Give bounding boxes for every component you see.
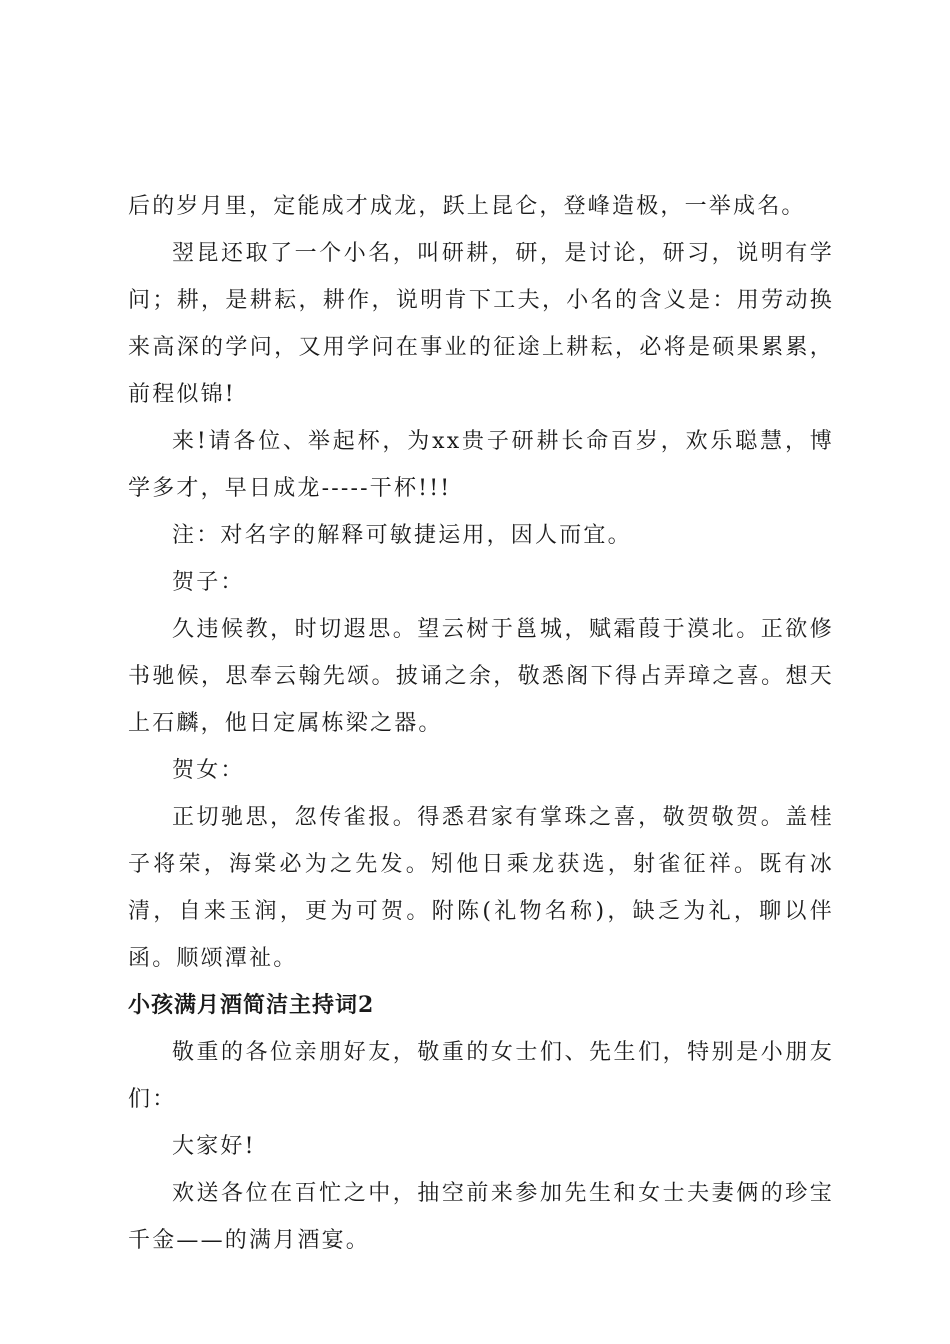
paragraph-continuation: 后的岁月里，定能成才成龙，跃上昆仑，登峰造极，一举成名。: [128, 194, 806, 219]
paragraph-congrats-son-label: 贺子：: [172, 570, 245, 595]
paragraph-congrats-daughter: 正切驰思，忽传雀报。得悉君家有掌珠之喜，敬贺敬贺。盖桂子将荣，海棠必为之先发。矧他日乘龙获选，射雀征祥。既有冰清，自来玉润，更为可贺。附陈(礼物名称)，缺乏为礼，聊以伴函。顺颂潭祉。: [128, 805, 834, 971]
paragraph-toast: 来!请各位、举起杯，为xx贵子研耕长命百岁，欢乐聪慧，博学多才，早日成龙-----干杯!!!: [128, 429, 834, 501]
section-heading: 小孩满月酒简洁主持词2: [128, 992, 375, 1018]
paragraph-congrats-daughter-label: 贺女：: [172, 758, 245, 783]
paragraph-name-meaning: 翌昆还取了一个小名，叫研耕，研，是讨论，研习，说明有学问；耕，是耕耘，耕作，说明肯下工夫，小名的含义是：用劳动换来高深的学问，又用学问在事业的征途上耕耘，必将是硕果累累，前程似锦!: [128, 241, 834, 407]
paragraph-welcome: 欢送各位在百忙之中，抽空前来参加先生和女士夫妻俩的珍宝千金——的满月酒宴。: [128, 1181, 834, 1253]
paragraph-greeting-guests: 敬重的各位亲朋好友，敬重的女士们、先生们，特别是小朋友们：: [128, 1040, 834, 1112]
paragraph-note: 注：对名字的解释可敏捷运用，因人而宜。: [172, 523, 632, 548]
paragraph-hello: 大家好!: [172, 1134, 256, 1159]
document-body: [128, 183, 834, 1264]
paragraph-congrats-son: 久违候教，时切遐思。望云树于邕城，赋霜葭于漠北。正欲修书驰候，思奉云翰先颂。披诵之余，敬悉阁下得占弄璋之喜。想天上石麟，他日定属栋梁之器。: [128, 617, 834, 736]
